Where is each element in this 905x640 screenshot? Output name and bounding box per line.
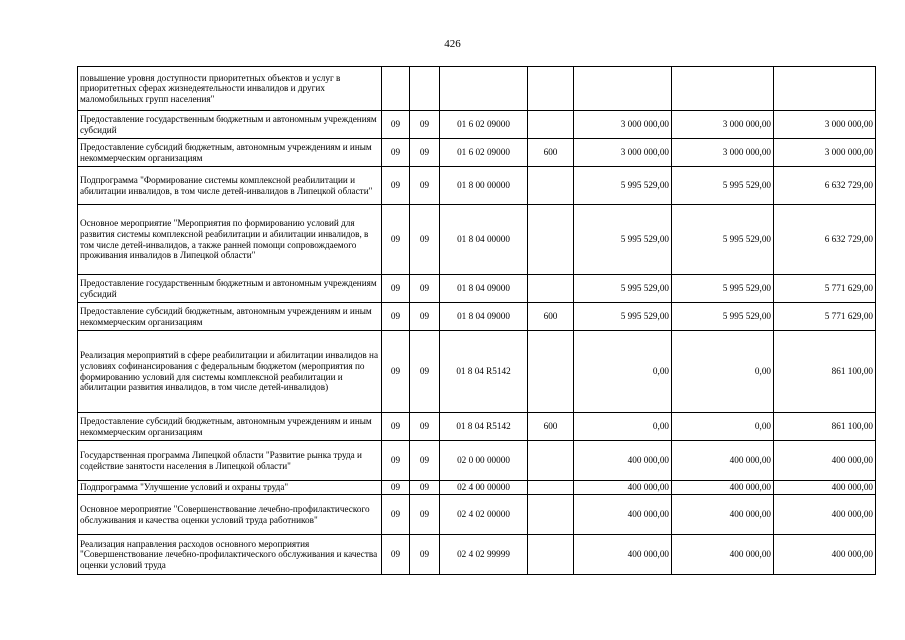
amount-year3-cell: 400 000,00 bbox=[774, 495, 876, 535]
amount-year3-cell: 400 000,00 bbox=[774, 441, 876, 481]
subsection-code-cell: 09 bbox=[410, 413, 440, 441]
page-number: 426 bbox=[444, 38, 461, 50]
amount-year1-cell: 400 000,00 bbox=[574, 495, 672, 535]
amount-year2-cell: 3 000 000,00 bbox=[672, 139, 774, 167]
amount-year3-cell bbox=[774, 67, 876, 111]
subsection-code-cell: 09 bbox=[410, 535, 440, 575]
target-article-cell: 02 4 02 99999 bbox=[440, 535, 528, 575]
amount-year1-cell bbox=[574, 67, 672, 111]
table-row bbox=[78, 495, 876, 535]
amount-year1-cell: 3 000 000,00 bbox=[574, 139, 672, 167]
target-article-cell: 02 4 02 00000 bbox=[440, 495, 528, 535]
section-code-cell bbox=[382, 67, 410, 111]
table-row bbox=[78, 167, 876, 205]
amount-year1-cell: 0,00 bbox=[574, 413, 672, 441]
table-row bbox=[78, 139, 876, 167]
subsection-code-cell: 09 bbox=[410, 495, 440, 535]
expense-type-cell bbox=[528, 481, 574, 495]
target-article-cell: 02 4 00 00000 bbox=[440, 481, 528, 495]
row-name-cell: Предоставление субсидий бюджетным, автономным учреждениям и иным некоммерческим организациям bbox=[78, 413, 382, 441]
table-row bbox=[78, 481, 876, 495]
subsection-code-cell: 09 bbox=[410, 167, 440, 205]
subsection-code-cell: 09 bbox=[410, 303, 440, 331]
subsection-code-cell: 09 bbox=[410, 275, 440, 303]
expense-type-cell bbox=[528, 167, 574, 205]
expense-type-cell bbox=[528, 67, 574, 111]
expense-type-cell bbox=[528, 331, 574, 413]
target-article-cell: 01 8 04 00000 bbox=[440, 205, 528, 275]
subsection-code-cell: 09 bbox=[410, 205, 440, 275]
target-article-cell: 01 6 02 09000 bbox=[440, 111, 528, 139]
amount-year2-cell: 5 995 529,00 bbox=[672, 275, 774, 303]
subsection-code-cell: 09 bbox=[410, 481, 440, 495]
row-name-cell: Предоставление государственным бюджетным и автономным учреждениям субсидий bbox=[78, 111, 382, 139]
amount-year3-cell: 6 632 729,00 bbox=[774, 167, 876, 205]
amount-year2-cell: 3 000 000,00 bbox=[672, 111, 774, 139]
amount-year3-cell: 5 771 629,00 bbox=[774, 275, 876, 303]
amount-year1-cell: 5 995 529,00 bbox=[574, 167, 672, 205]
target-article-cell: 01 8 00 00000 bbox=[440, 167, 528, 205]
amount-year2-cell: 0,00 bbox=[672, 331, 774, 413]
section-code-cell: 09 bbox=[382, 139, 410, 167]
subsection-code-cell: 09 bbox=[410, 331, 440, 413]
expense-type-cell bbox=[528, 535, 574, 575]
amount-year2-cell: 5 995 529,00 bbox=[672, 167, 774, 205]
table-row bbox=[78, 67, 876, 111]
row-name-cell: Предоставление субсидий бюджетным, автономным учреждениям и иным некоммерческим организациям bbox=[78, 139, 382, 167]
table-row bbox=[78, 535, 876, 575]
amount-year1-cell: 0,00 bbox=[574, 331, 672, 413]
amount-year1-cell: 400 000,00 bbox=[574, 535, 672, 575]
row-name-cell: Подпрограмма "Улучшение условий и охраны труда" bbox=[78, 481, 382, 495]
target-article-cell: 01 8 04 R5142 bbox=[440, 331, 528, 413]
row-name-cell: Государственная программа Липецкой области "Развитие рынка труда и содействие занятости населения в Липецкой области" bbox=[78, 441, 382, 481]
subsection-code-cell: 09 bbox=[410, 111, 440, 139]
amount-year2-cell bbox=[672, 67, 774, 111]
amount-year3-cell: 861 100,00 bbox=[774, 331, 876, 413]
section-code-cell: 09 bbox=[382, 331, 410, 413]
section-code-cell: 09 bbox=[382, 495, 410, 535]
row-name-cell: Реализация мероприятий в сфере реабилитации и абилитации инвалидов на условиях софинансирования с федеральным бюджетом (мероприятия по формированию условий для системы комплексной реабилитации и абилитации развития инвалидов, в том числе детей-инвалидов) bbox=[78, 331, 382, 413]
subsection-code-cell: 09 bbox=[410, 441, 440, 481]
amount-year3-cell: 400 000,00 bbox=[774, 481, 876, 495]
section-code-cell: 09 bbox=[382, 413, 410, 441]
amount-year1-cell: 5 995 529,00 bbox=[574, 205, 672, 275]
section-code-cell: 09 bbox=[382, 441, 410, 481]
subsection-code-cell: 09 bbox=[410, 139, 440, 167]
amount-year2-cell: 400 000,00 bbox=[672, 495, 774, 535]
amount-year3-cell: 5 771 629,00 bbox=[774, 303, 876, 331]
target-article-cell: 01 8 04 09000 bbox=[440, 275, 528, 303]
section-code-cell: 09 bbox=[382, 111, 410, 139]
amount-year2-cell: 400 000,00 bbox=[672, 535, 774, 575]
row-name-cell: Предоставление государственным бюджетным и автономным учреждениям субсидий bbox=[78, 275, 382, 303]
expense-type-cell: 600 bbox=[528, 413, 574, 441]
row-name-cell: повышение уровня доступности приоритетных объектов и услуг в приоритетных сферах жизнедеятельности инвалидов и других маломобильных групп населения" bbox=[78, 67, 382, 111]
row-name-cell: Подпрограмма "Формирование системы комплексной реабилитации и абилитации инвалидов, в том числе детей-инвалидов в Липецкой области" bbox=[78, 167, 382, 205]
section-code-cell: 09 bbox=[382, 481, 410, 495]
row-name-cell: Основное мероприятие "Совершенствование лечебно-профилактического обслуживания и качества оценки условий труда работников" bbox=[78, 495, 382, 535]
amount-year2-cell: 400 000,00 bbox=[672, 441, 774, 481]
amount-year3-cell: 400 000,00 bbox=[774, 535, 876, 575]
budget-table bbox=[77, 66, 876, 575]
amount-year1-cell: 5 995 529,00 bbox=[574, 275, 672, 303]
amount-year3-cell: 3 000 000,00 bbox=[774, 139, 876, 167]
amount-year3-cell: 6 632 729,00 bbox=[774, 205, 876, 275]
amount-year1-cell: 400 000,00 bbox=[574, 441, 672, 481]
table-row bbox=[78, 275, 876, 303]
section-code-cell: 09 bbox=[382, 275, 410, 303]
row-name-cell: Реализация направления расходов основного мероприятия "Совершенствование лечебно-профилактического обслуживания и качества оценки условий труда bbox=[78, 535, 382, 575]
section-code-cell: 09 bbox=[382, 167, 410, 205]
expense-type-cell: 600 bbox=[528, 303, 574, 331]
section-code-cell: 09 bbox=[382, 303, 410, 331]
subsection-code-cell bbox=[410, 67, 440, 111]
target-article-cell: 01 6 02 09000 bbox=[440, 139, 528, 167]
amount-year1-cell: 400 000,00 bbox=[574, 481, 672, 495]
expense-type-cell bbox=[528, 111, 574, 139]
row-name-cell: Основное мероприятие "Мероприятия по формированию условий для развития системы комплексной реабилитации и абилитации инвалидов, в том числе детей-инвалидов, а также ранней помощи сопровождаемого проживания инвалидов в Липецкой области" bbox=[78, 205, 382, 275]
target-article-cell: 01 8 04 09000 bbox=[440, 303, 528, 331]
table-row bbox=[78, 441, 876, 481]
amount-year2-cell: 5 995 529,00 bbox=[672, 205, 774, 275]
row-name-cell: Предоставление субсидий бюджетным, автономным учреждениям и иным некоммерческим организациям bbox=[78, 303, 382, 331]
expense-type-cell: 600 bbox=[528, 139, 574, 167]
amount-year3-cell: 3 000 000,00 bbox=[774, 111, 876, 139]
section-code-cell: 09 bbox=[382, 205, 410, 275]
amount-year2-cell: 400 000,00 bbox=[672, 481, 774, 495]
target-article-cell: 01 8 04 R5142 bbox=[440, 413, 528, 441]
table-row bbox=[78, 303, 876, 331]
table-row bbox=[78, 205, 876, 275]
expense-type-cell bbox=[528, 275, 574, 303]
table-row bbox=[78, 331, 876, 413]
expense-type-cell bbox=[528, 205, 574, 275]
section-code-cell: 09 bbox=[382, 535, 410, 575]
amount-year2-cell: 0,00 bbox=[672, 413, 774, 441]
expense-type-cell bbox=[528, 441, 574, 481]
amount-year1-cell: 3 000 000,00 bbox=[574, 111, 672, 139]
table-row bbox=[78, 413, 876, 441]
amount-year2-cell: 5 995 529,00 bbox=[672, 303, 774, 331]
target-article-cell bbox=[440, 67, 528, 111]
amount-year1-cell: 5 995 529,00 bbox=[574, 303, 672, 331]
expense-type-cell bbox=[528, 495, 574, 535]
table-row bbox=[78, 111, 876, 139]
target-article-cell: 02 0 00 00000 bbox=[440, 441, 528, 481]
amount-year3-cell: 861 100,00 bbox=[774, 413, 876, 441]
